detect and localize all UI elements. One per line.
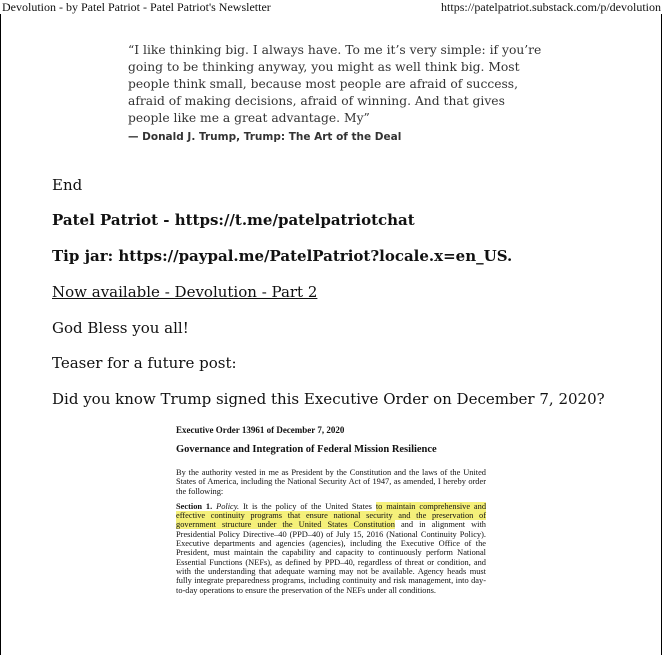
executive-order-image: [176, 425, 486, 595]
print-header-url: https://patelpatriot.substack.com/p/devolution: [441, 0, 661, 14]
blockquote: “I like thinking big. I always have. To me it’s very simple: if you’re going to be thinking anyway, you might as well think big. Most people think small, because most people are afraid of success, afraid of making decisions, afraid of winning. And that gives people like me a great advantage. My”: [128, 43, 542, 125]
eo-section-1: [176, 502, 486, 595]
end-paragraph: End: [52, 176, 83, 194]
eo-section-post: and in alignment with Presidential Policy Directive–40 (PPD–40) of July 15, 2016 (National Continuity Policy). Executive departments and agencies (agencies), including the Executive Office of the President, must maintain the capability and capacity to continuously perform National Essential Functions (NEFs), as defined by PPD–40, regardless of threat or condition, and with the understanding that adequate warning may not be available. Agency heads must fully integrate preparedness programs, including continuity and risk management, into day-to-day operations to ensure the preservation of the NEFs under all conditions.: [176, 520, 486, 595]
patel-patriot-link-line[interactable]: Patel Patriot - https://t.me/patelpatriotchat: [52, 211, 415, 229]
quote-attribution: — Donald J. Trump, Trump: The Art of the Deal: [128, 131, 402, 143]
eo-title: Governance and Integration of Federal Mission Resilience: [176, 444, 437, 455]
god-bless-paragraph: God Bless you all!: [52, 319, 189, 337]
tip-jar-line[interactable]: Tip jar: https://paypal.me/PatelPatriot?locale.x=en_US.: [52, 247, 513, 265]
teaser-paragraph: Teaser for a future post:: [52, 354, 237, 372]
eo-section-label: Section 1.: [176, 501, 213, 511]
eo-section-heading: Policy.: [216, 501, 240, 511]
eo-intro: By the authority vested in me as President by the Constitution and the laws of the United States of America, including the National Security Act of 1947, as amended, I hereby order the following:: [176, 468, 486, 496]
executive-order-question: Did you know Trump signed this Executive Order on December 7, 2020?: [52, 390, 605, 408]
eo-highlighted-text: to maintain comprehensive and effective continuity programs that ensure national security and the preservation of government structure under the United States Constitution: [176, 501, 487, 530]
now-available-link[interactable]: Now available - Devolution - Part 2: [52, 283, 318, 301]
eo-number: Executive Order 13961 of December 7, 2020: [176, 425, 345, 435]
eo-section-pre: It is the policy of the United States: [242, 501, 372, 511]
print-header-title: Devolution - by Patel Patriot - Patel Patriot's Newsletter: [2, 0, 271, 14]
page-border-left: [0, 14, 1, 655]
